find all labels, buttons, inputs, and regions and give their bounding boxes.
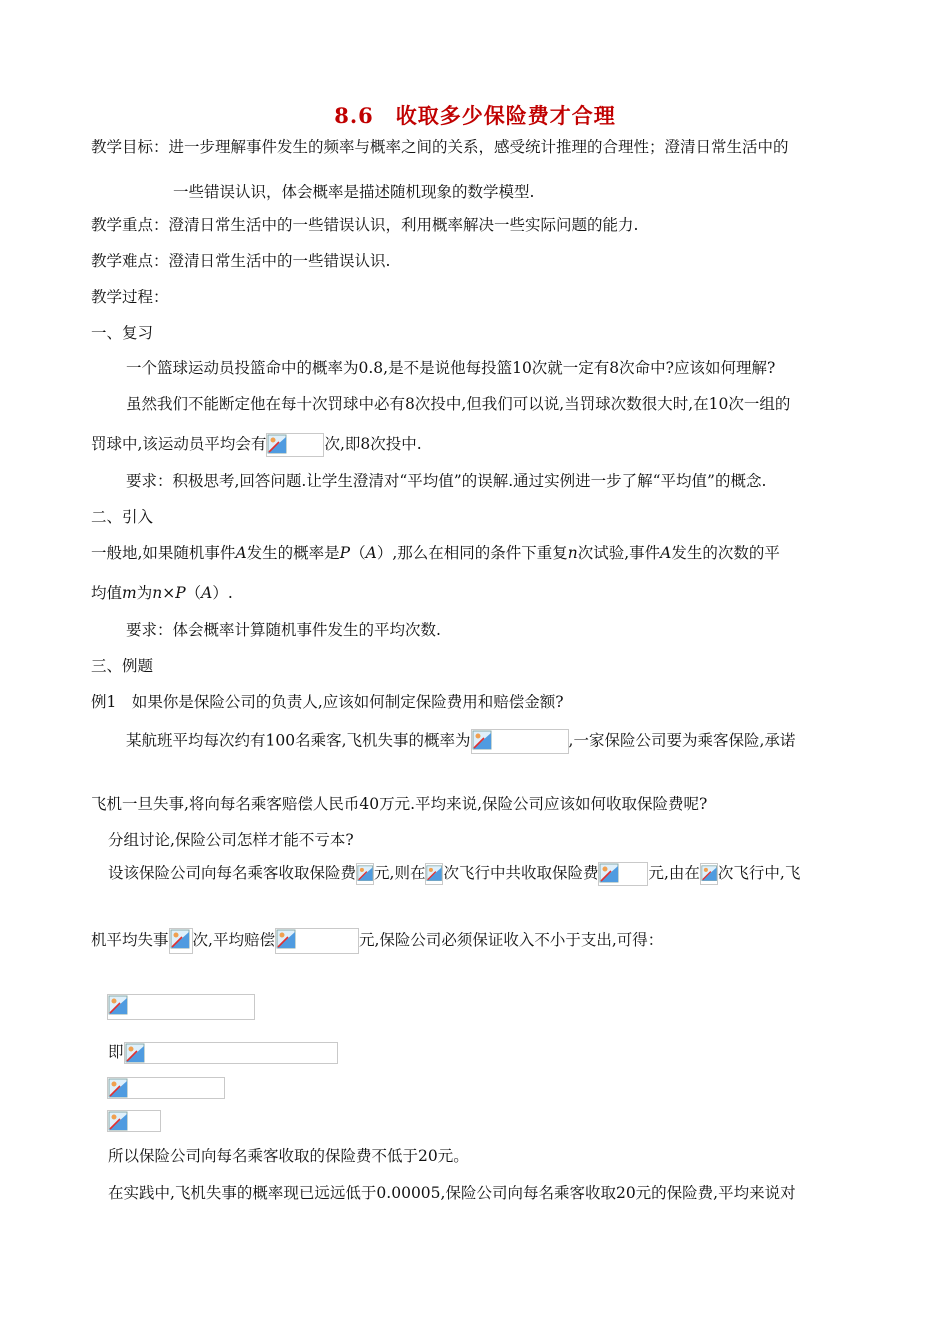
review-requirement: 要求：积极思考,回答问题.让学生澄清对“平均值”的误解.通过实例进一步了解“平均值”的概念. <box>126 472 767 490</box>
section-examples-heading: 三、例题 <box>91 657 154 675</box>
intro-paragraph-2: 均值m为n×P（A）. <box>91 584 233 602</box>
example-1-paragraph-b: 飞机一旦失事,将向每名乘客赔偿人民币40万元.平均来说,保险公司应该如何收取保险费呢? <box>91 795 708 813</box>
broken-image-icon <box>108 995 130 1017</box>
example-1-practice: 在实践中,飞机失事的概率现已远远低于0.00005,保险公司向每名乘客收取20元的保险费,平均来说对 <box>108 1184 796 1202</box>
broken-image-icon <box>108 1111 130 1133</box>
formula-image <box>598 862 648 886</box>
broken-image-icon <box>125 1043 147 1065</box>
broken-image-icon <box>701 864 719 884</box>
example-1-question: 例1 如果你是保险公司的负责人,应该如何制定保险费用和赔偿金额? <box>91 693 564 711</box>
broken-image-icon <box>108 1078 130 1100</box>
objective-line-2: 一些错误认识，体会概率是描述随机现象的数学模型. <box>173 183 535 201</box>
difficulty-line: 教学难点：澄清日常生活中的一些错误认识. <box>91 252 391 270</box>
intro-requirement: 要求：体会概率计算随机事件发生的平均次数. <box>126 621 441 639</box>
key-point-line: 教学重点：澄清日常生活中的一些错误认识，利用概率解决一些实际问题的能力. <box>91 216 639 234</box>
formula-image <box>275 928 359 954</box>
formula-image <box>356 863 374 885</box>
example-1-setup-line-1: 设该保险公司向每名乘客收取保险费 元,则在 次飞行中共收取保险费 元,由在 次飞行中,飞 <box>108 862 800 886</box>
example-1-setup-line-2: 机平均失事 次,平均赔偿 元,保险公司必须保证收入不小于支出,可得： <box>91 928 663 954</box>
document-title: 8.6 收取多少保险费才合理 <box>334 103 616 128</box>
broken-image-icon <box>357 864 375 884</box>
example-1-conclusion: 所以保险公司向每名乘客收取的保险费不低于20元。 <box>108 1147 469 1165</box>
formula-image <box>107 994 255 1020</box>
formula-image <box>471 729 569 754</box>
formula-image <box>266 433 324 457</box>
intro-paragraph-1: 一般地,如果随机事件A发生的概率是P（A）,那么在相同的条件下重复n次试验,事件A发生的次数的平 <box>91 544 780 562</box>
example-1-discussion: 分组讨论,保险公司怎样才能不亏本? <box>108 831 354 849</box>
broken-image-icon <box>170 929 192 951</box>
broken-image-icon <box>472 730 494 752</box>
formula-image <box>107 1077 225 1099</box>
formula-image <box>169 928 193 954</box>
section-review-heading: 一、复习 <box>91 324 154 342</box>
formula-image <box>425 863 443 885</box>
objective-line-1: 教学目标：进一步理解事件发生的频率与概率之间的关系，感受统计推理的合理性；澄清日常生活中的 <box>91 138 789 156</box>
formula-image <box>107 1110 161 1132</box>
process-heading: 教学过程： <box>91 288 169 306</box>
review-paragraph-2a: 虽然我们不能断定他在每十次罚球中必有8次投中,但我们可以说,当罚球次数很大时,在10次一组的 <box>126 395 791 413</box>
broken-image-icon <box>276 929 298 951</box>
formula-image <box>124 1042 338 1064</box>
review-paragraph-1: 一个篮球运动员投篮命中的概率为0.8,是不是说他每投篮10次就一定有8次命中?应该如何理解? <box>126 359 776 377</box>
inequality-line-2: 即 <box>108 1041 338 1064</box>
inequality-line-1 <box>107 994 255 1020</box>
inequality-line-4 <box>107 1110 161 1132</box>
review-paragraph-2b: 罚球中,该运动员平均会有 次,即8次投中. <box>91 433 422 457</box>
broken-image-icon <box>267 434 289 456</box>
inequality-line-3 <box>107 1077 225 1099</box>
section-intro-heading: 二、引入 <box>91 508 154 526</box>
example-1-paragraph-a: 某航班平均每次约有100名乘客,飞机失事的概率为 ,一家保险公司要为乘客保险,承诺 <box>126 729 795 754</box>
formula-image <box>700 863 718 885</box>
broken-image-icon <box>599 863 621 885</box>
broken-image-icon <box>426 864 444 884</box>
